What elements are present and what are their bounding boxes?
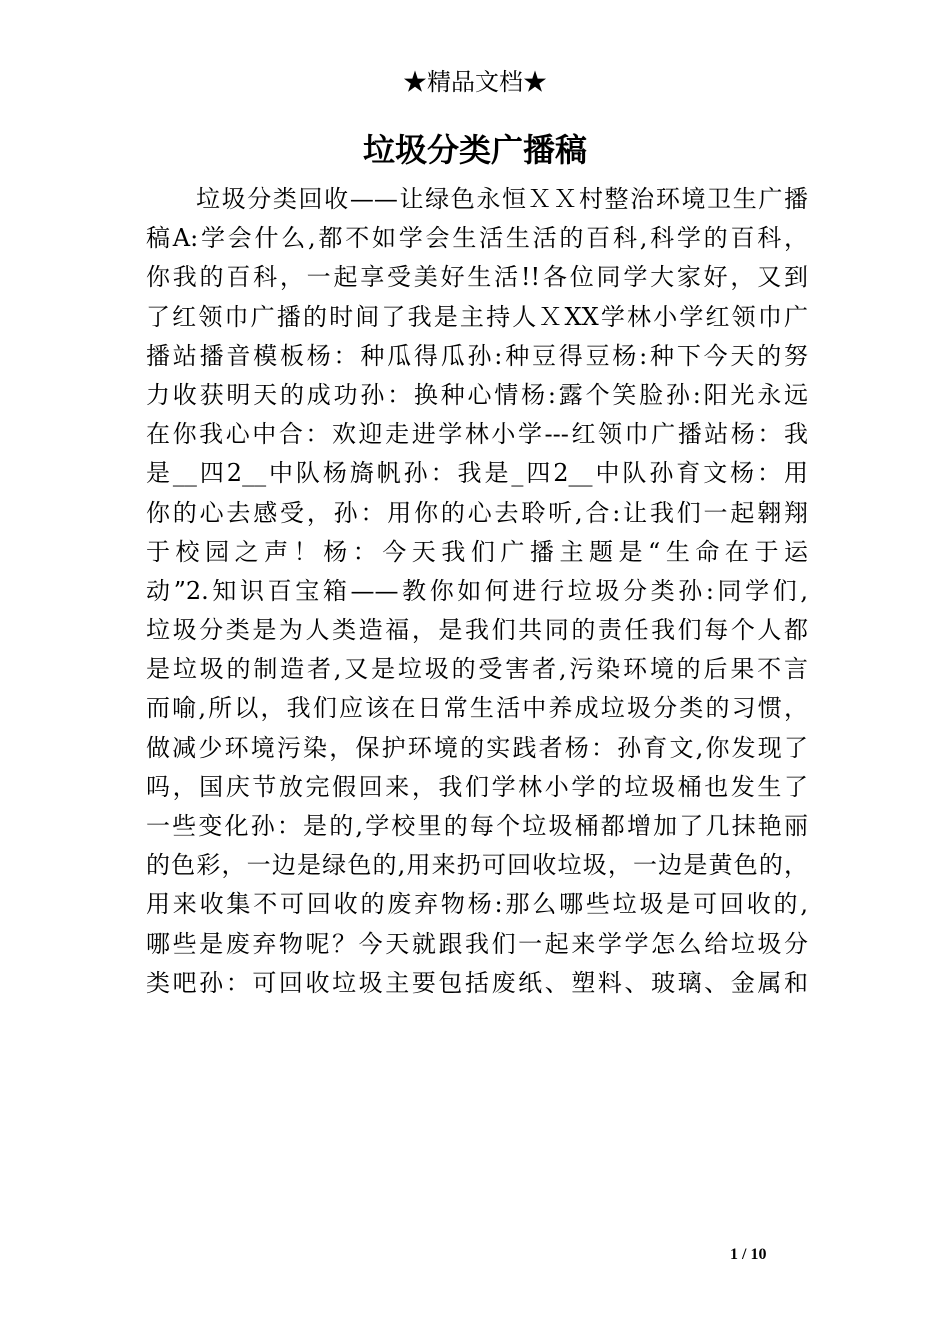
body-line: 稿A:学会什么,都不如学会生活生活的百科,科学的百科， <box>146 224 808 253</box>
body-line: 力收获明天的成功孙：换种心情杨:露个笑脸孙:阳光永远 <box>146 380 808 409</box>
body-line: 你我的百科，一起享受美好生活!!各位同学大家好，又到 <box>146 263 808 292</box>
body-line: 类吧孙：可回收垃圾主要包括废纸、塑料、玻璃、金属和 <box>146 968 808 997</box>
body-line: 是__四2__中队杨旖帆孙：我是_四2__中队孙育文杨：用 <box>146 459 808 488</box>
body-line: 是垃圾的制造者,又是垃圾的受害者,污染环境的后果不言 <box>146 655 808 684</box>
body-line: 的色彩，一边是绿色的,用来扔可回收垃圾，一边是黄色的， <box>146 851 808 880</box>
body-line: 了红领巾广播的时间了我是主持人ＸXX学林小学红领巾广 <box>146 302 808 331</box>
body-line: 而喻,所以，我们应该在日常生活中养成垃圾分类的习惯， <box>146 694 808 723</box>
document-body <box>146 180 808 1003</box>
body-line: 用来收集不可回收的废弃物杨:那么哪些垃圾是可回收的, <box>146 890 808 919</box>
body-line: 哪些是废弃物呢？今天就跟我们一起来学学怎么给垃圾分 <box>146 929 808 958</box>
body-line: 吗，国庆节放完假回来，我们学林小学的垃圾桶也发生了 <box>146 772 808 801</box>
body-line: 你的心去感受，孙：用你的心去聆听,合:让我们一起翱翔 <box>146 498 808 527</box>
body-line: 动”2.知识百宝箱——教你如何进行垃圾分类孙:同学们, <box>146 576 808 605</box>
document-title: 垃圾分类广播稿 <box>362 131 587 169</box>
body-line: 一些变化孙：是的,学校里的每个垃圾桶都增加了几抹艳丽 <box>146 812 808 840</box>
document-header-label: ★精品文档★ <box>403 68 547 96</box>
body-line: 垃圾分类回收——让绿色永恒ＸＸ村整治环境卫生广播 <box>196 185 808 213</box>
body-line: 播站播音模板杨：种瓜得瓜孙:种豆得豆杨:种下今天的努 <box>146 341 808 370</box>
body-line: 于校园之声！杨：今天我们广播主题是“生命在于运 <box>146 537 808 566</box>
body-line: 做减少环境污染，保护环境的实践者杨：孙育文,你发现了 <box>146 733 808 762</box>
body-line: 垃圾分类是为人类造福，是我们共同的责任我们每个人都 <box>146 616 808 645</box>
page-number: 1 / 10 <box>730 1246 767 1263</box>
body-line: 在你我心中合：欢迎走进学林小学---红领巾广播站杨：我 <box>146 420 808 449</box>
